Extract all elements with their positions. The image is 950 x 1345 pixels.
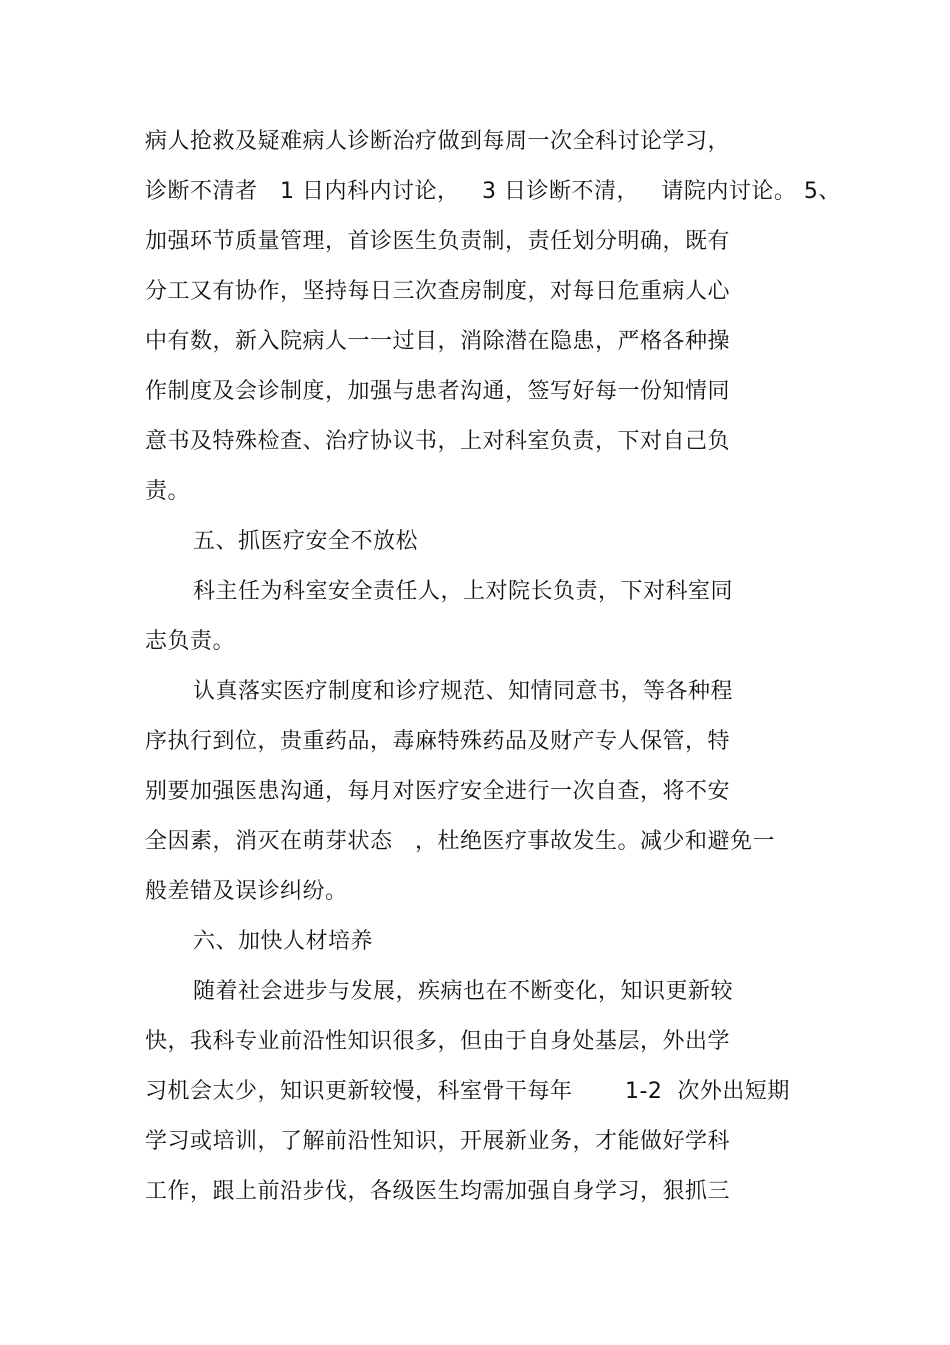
text-line: 学习或培训，了解前沿性知识，开展新业务，才能做好学科 bbox=[145, 1129, 731, 1154]
text-line: 责。 bbox=[145, 479, 191, 504]
text-line: 分工又有协作，坚持每日三次查房制度，对每日危重病人心 bbox=[145, 279, 731, 304]
text-line: 习机会太少，知识更新较慢，科室骨干每年 1-2 次外出短期 bbox=[145, 1079, 790, 1104]
text-line: 病人抢救及疑难病人诊断治疗做到每周一次全科讨论学习， bbox=[145, 129, 731, 154]
section-heading: 六、加快人材培养 bbox=[193, 929, 374, 954]
section-heading: 五、抓医疗安全不放松 bbox=[193, 529, 419, 554]
text-line: 诊断不清者 1 日内科内讨论， 3 日诊断不清， 请院内讨论。 5、 bbox=[145, 179, 841, 204]
text-line: 加强环节质量管理，首诊医生负责制，责任划分明确，既有 bbox=[145, 229, 731, 254]
text-line: 科主任为科室安全责任人，上对院长负责，下对科室同 bbox=[193, 579, 734, 604]
text-line: 全因素，消灭在萌芽状态 ，杜绝医疗事故发生。减少和避免一 bbox=[145, 829, 775, 854]
text-line: 中有数，新入院病人一一过目，消除潜在隐患，严格各种操 bbox=[145, 329, 731, 354]
text-line: 随着社会进步与发展，疾病也在不断变化，知识更新较 bbox=[193, 979, 734, 1004]
text-line: 工作，跟上前沿步伐，各级医生均需加强自身学习，狠抓三 bbox=[145, 1179, 731, 1204]
text-line: 快，我科专业前沿性知识很多，但由于自身处基层，外出学 bbox=[145, 1029, 731, 1054]
text-line: 般差错及误诊纠纷。 bbox=[145, 879, 348, 904]
text-line: 作制度及会诊制度，加强与患者沟通，签写好每一份知情同 bbox=[145, 379, 731, 404]
text-line: 别要加强医患沟通，每月对医疗安全进行一次自查，将不安 bbox=[145, 779, 731, 804]
text-line: 认真落实医疗制度和诊疗规范、知情同意书，等各种程 bbox=[193, 679, 734, 704]
text-line: 序执行到位，贵重药品，毒麻特殊药品及财产专人保管，特 bbox=[145, 729, 731, 754]
text-line: 意书及特殊检查、治疗协议书，上对科室负责，下对自己负 bbox=[145, 429, 731, 454]
text-line: 志负责。 bbox=[145, 629, 236, 654]
